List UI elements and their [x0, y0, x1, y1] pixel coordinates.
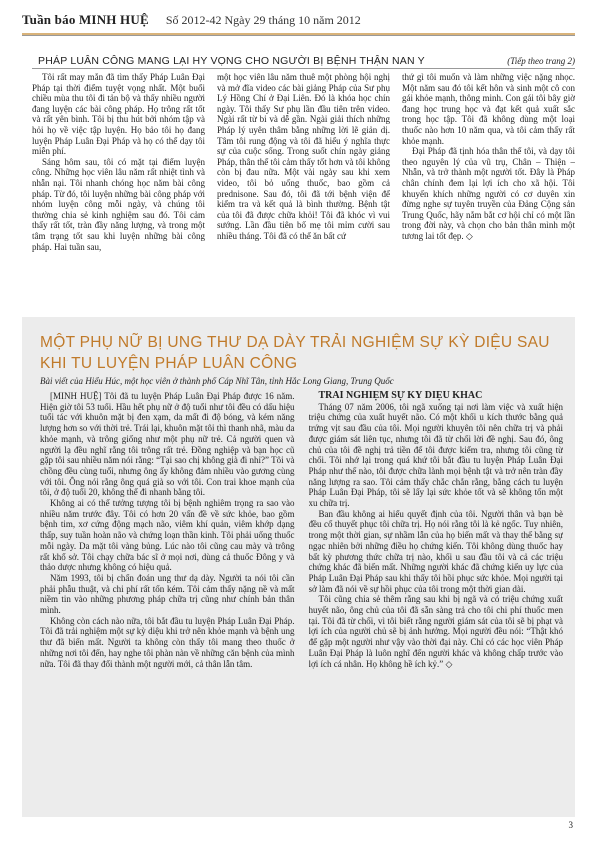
paragraph: [MINH HUỆ] Tôi đã tu luyện Pháp Luân Đại Pháp được 16 năm. Hiện giờ tôi 53 tuổi. Hầu hết phụ nữ ở độ tuổi như tôi đều có dấu hiệu tuổi tác với khuôn mặt bị đen xạm, da mất đi độ bóng, và kém năng lượng hơn so với thời trẻ. Trái lại, khuôn mặt tôi thì thanh nhã, màu da khỏe mạnh, và trông giống như một phụ nữ trẻ. Cả người quen và người lạ đều nghĩ rằng tôi trông rất trẻ. Đồng nghiệp và bạn học cũ gặp tôi sau nhiều năm nói rằng: “Tại sao chị không già đi nhỉ?” Tôi và chồng đều cùng tuổi, nhưng ông ấy không đảm nhiều vào gương cùng với tôi. Ông nói rằng ông quá già so với tôi. Con trai khoe mạnh của tôi, ở độ tuổi 20, không thể đi nhanh bằng tôi. — [40, 391, 295, 498]
paragraph: Tôi cũng chia sẻ thêm rằng sau khi bị ngã và có triệu chứng xuất huyết não, ông chủ của tôi đã sẵn sàng trả cho tôi chi phí thuốc men tại. Tôi đã từ chối, vì tôi biết rằng người giám sát của tôi sẽ bị phạt và lợi ích của người chủ sẽ bị ảnh hưởng. Mọi người đều nói: “Thật khó để gặp một người như vậy vào thời đại này. Chỉ có các học viên Pháp Luân Đại Pháp là luôn nghĩ đến người khác và không chấp trước vào lợi ích cá nhân. Họ không hề ích kỷ.” ◇ — [308, 594, 563, 669]
paragraph: Năm 1993, tôi bị chẩn đoán ung thư dạ dày. Người ta nói tôi cần phải phẫu thuật, và chi phí rất tốn kém. Tôi cảm thấy nặng nề và mất niềm tin vào những phương pháp chữa trị cũng như chính bản thân mình. — [40, 572, 295, 616]
paragraph: một học viên lâu năm thuê một phòng hội nghị và mở đĩa video các bài giảng Pháp của Sư phụ Lý Hồng Chí ở Đại Liên. Đó là khóa học chín ngày. Tôi thấy Sư phụ lần đầu tiên trên video. Ngài rất từ bi và dễ gần. Ngài giải thích những Pháp lý uyên thâm bằng những lời lẽ giản dị. Tâm tôi rung động và tôi đã hiểu ý nghĩa thực sự của cuộc sống. Trong suốt chín ngày giảng Pháp, thân thể tôi cảm thấy tốt hơn và tôi không còn bị đau nữa. Một vài ngày sau khi xem video, tôi bỏ uống thuốc, bao gồm cả prednisone. Sau đó, tôi đã tới bệnh viện để kiểm tra và kết quả là bình thường. Bệnh tật của tôi đã được chữa khỏi! Tôi đã khóc vì vui sướng. Lần đầu tiên bố mẹ tôi mỉm cười sau nhiều tháng. Tôi đã có thể ăn bất cứ — [217, 72, 390, 241]
article-columns — [40, 391, 563, 811]
section-title: PHÁP LUÂN CÔNG MANG LẠI HY VỌNG CHO NGƯỜI BỊ BỆNH THẬN NAN Y — [38, 55, 425, 67]
paragraph: Sáng hôm sau, tôi có mặt tại điểm luyện công. Những học viên lâu năm rất nhiệt tình và nhẫn nại. Tôi nhanh chóng học năm bài công pháp. Từ đó, tôi luyện những bài công pháp với nhóm luyện công mỗi ngày, và chúng tôi thường chia sẻ kinh nghiệm sau đó. Tôi cảm thấy rất tốt, tràn đầy năng lượng, và trong một tâm trạng tốt sau khi luyện những bài công pháp. Hai tuần sau, — [32, 156, 205, 252]
continued-note: (Tiếp theo trang 2) — [507, 56, 575, 66]
paragraph: Đại Pháp đã tịnh hóa thân thể tôi, và dạy tôi theo nguyên lý của vũ trụ, Chân – Thiện – Nhẫn, và trở thành một người tốt. Đây là Pháp chân chính đem lại lợi ích cho xã hội. Tôi khuyến khích những người có cơ duyên xin đừng nghe sự tuyên truyền của Đảng Cộng sản Trung Quốc, hãy nắm bắt cơ hội chỉ có một lần trong đời này, và chọn cho bản thân mình một tương lai tốt đẹp. ◇ — [402, 146, 575, 241]
publication-name: Tuần báo MINH HUỆ — [22, 12, 149, 27]
paragraph: Không ai có thể tưởng tượng tôi bị bệnh nghiêm trọng ra sao vào nhiều năm trước đây. Tôi có hơn 20 vấn đề về sức khỏe, bao gồm bệnh tim, xơ cứng động mạch não, viêm khí quản, viêm khớp dạng thấp, suy tuần hoàn não và chứng loạn thần kinh. Tôi phải uống thuốc mỗi ngày. Da mặt tôi vàng bủng. Lúc nào tôi cũng cau mày và trông rất khổ sở. Tôi chạy chữa bác sĩ ở mọi nơi, dùng cả thuốc Đông y và thảo dược nhưng không có hiệu quả. — [40, 498, 295, 573]
section-rule — [32, 68, 575, 69]
article-subheading: TRẢI NGHIỆM SỰ KỲ DIỆU KHÁC — [318, 391, 483, 401]
section1-column-2 — [217, 72, 390, 310]
section1-column-3 — [402, 72, 575, 310]
paragraph: Không còn cách nào nữa, tôi bắt đầu tu luyện Pháp Luân Đại Pháp. Tôi đã trải nghiệm một sự kỳ diệu khi trở nên khỏe mạnh và bệnh ung thư đã biến mất. Người ta không còn thấy tôi mang theo thuốc ở những nơi tôi đến, hay nghe tôi phàn nàn về những căn bệnh của mình nữa. Tôi đã thay đổi thành một người mới, cả thân lẫn tâm. — [40, 615, 295, 669]
article-byline: Bài viết của Hiểu Húc, một học viên ở thành phố Cáp Nhĩ Tân, tỉnh Hắc Long Giang, Trung Quốc — [40, 376, 394, 386]
paragraph: thứ gì tôi muốn và làm những việc nặng nhọc. Một năm sau đó tôi kết hôn và sinh một cô con gái khỏe mạnh, thông minh. Con gái tôi bây giờ đang học trung học và đạt kết quả xuất sắc trong học tập. Tôi đã không dùng một loại thuốc nào hơn 10 năm qua, và tôi cảm thấy rất khỏe mạnh. — [402, 72, 575, 146]
paragraph: Tôi rất may mắn đã tìm thấy Pháp Luân Đại Pháp tại thời điểm tuyệt vọng nhất. Một buổi chiều mùa thu tôi đi tản bộ và thấy nhiều người đang luyện các bài công pháp. Họ trông rất tốt và rất yên bình. Tôi bị thu hút bởi nhóm tập và hỏi họ về việc tập luyện. Họ bảo tôi họ đang luyện Pháp Luân Đại Pháp và họ có thể dạy tôi miễn phí. — [32, 72, 205, 157]
section1-column-1 — [32, 72, 205, 310]
header-rule-thin — [22, 35, 575, 36]
section1-columns — [32, 72, 575, 310]
paragraph: Ban đầu không ai hiểu quyết định của tôi. Người thân và bạn bè đều cố thuyết phục tôi chữa trị. Họ nói rằng tôi là kẻ ngốc. Tuy nhiên, trong một thời gian, sự nhầm lẫn của họ biến mất và thay thế bằng sự ngạc nhiên bởi những điều họ chứng kiến. Tôi không dùng thuốc hay bất kỳ phương thức chữa trị nào, khối u sau đầu tôi và cả các triệu chứng khác đã biến mất. Những người khác đã chứng kiến uy lực của Pháp Luân Đại Pháp sau khi thấy tôi hồi phục sức khỏe. Mọi người tại sở làm đã nói về sự hồi phục của tôi trong một thời gian dài. — [308, 508, 563, 594]
paragraph: Tháng 07 năm 2006, tôi ngã xuống tại nơi làm việc và xuất hiện triệu chứng của xuất huyết não. Có một khối u kích thước bằng quả trứng vịt sau đầu của tôi. Mọi người khuyên tôi nên chữa trị và phải được giám sát liên tục, nhưng tôi đã từ chối lời đề nghị. Sau đó, ông chủ của tôi đề nghị trả tiền để tôi được kiểm tra, nhưng tôi cũng từ chối. Tôi nhớ lại trong quá khứ tôi bắt đầu tu luyện Pháp Luân Đại Pháp như thế nào, tôi được chữa lành mọi bệnh tật và trở nên tràn đầy năng lượng ra sao. Tôi cảm thấy chắc chắn rằng, bằng cách tu luyện Pháp Luân Đại Pháp, tôi sẽ lấy lại sức khỏe tốt và sẽ không tốn một xu chữa trị. — [308, 401, 563, 509]
page-number: 3 — [568, 820, 573, 830]
issue-info: Số 2012-42 Ngày 29 tháng 10 năm 2012 — [165, 13, 361, 27]
article-title: MỘT PHỤ NỮ BỊ UNG THƯ DẠ DÀY TRẢI NGHIỆM SỰ KỲ DIỆU SAU KHI TU LUYỆN PHÁP LUÂN CÔNG — [40, 334, 550, 372]
masthead — [22, 12, 575, 30]
article-column-2 — [309, 391, 564, 811]
article-column-1 — [40, 391, 295, 811]
